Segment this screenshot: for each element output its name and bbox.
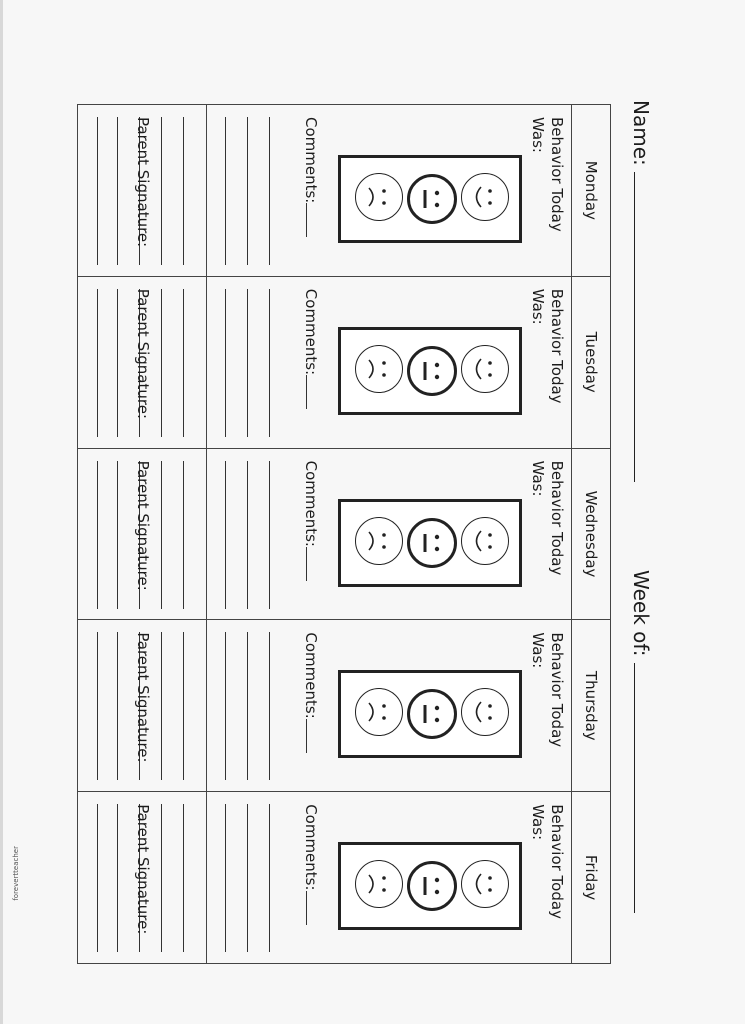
day-name: Tuesday — [571, 277, 610, 448]
sad-face-icon[interactable] — [355, 345, 403, 393]
signature-divider — [206, 620, 207, 791]
comments-blank[interactable] — [306, 547, 319, 581]
behavior-label — [528, 461, 566, 611]
comment-line[interactable] — [161, 632, 162, 780]
neutral-face-icon[interactable] — [407, 518, 457, 568]
page-edge — [0, 0, 3, 1024]
comment-line[interactable] — [183, 461, 184, 609]
behavior-label-line1: Behavior Today — [548, 288, 566, 404]
behavior-label — [528, 117, 566, 267]
neutral-face-icon[interactable] — [407, 346, 457, 396]
comment-line[interactable] — [247, 461, 248, 609]
comments-label: Comments: — [302, 117, 320, 204]
comment-line[interactable] — [183, 289, 184, 437]
comment-line[interactable] — [161, 461, 162, 609]
comment-line[interactable] — [247, 117, 248, 265]
comment-line[interactable] — [269, 289, 270, 437]
comments-blank[interactable] — [306, 719, 319, 753]
comment-line[interactable] — [161, 117, 162, 265]
neutral-face-icon[interactable] — [407, 174, 457, 224]
comments-label: Comments: — [302, 804, 320, 891]
parent-signature-label: Parent Signature: — [134, 632, 152, 763]
day-name: Monday — [571, 105, 610, 276]
comment-line[interactable] — [269, 632, 270, 780]
week-blank-line[interactable] — [634, 663, 653, 913]
comments-label-row — [302, 117, 320, 237]
behavior-label — [528, 804, 566, 954]
parent-signature-line[interactable] — [97, 461, 98, 609]
behavior-label-line2: Was: — [529, 632, 547, 669]
happy-face-icon[interactable] — [461, 688, 509, 736]
parent-signature-line[interactable] — [97, 117, 98, 265]
comment-line[interactable] — [225, 117, 226, 265]
signature-divider — [206, 277, 207, 448]
behavior-faces-box — [338, 670, 522, 758]
comments-blank[interactable] — [306, 375, 319, 409]
comments-blank[interactable] — [306, 891, 319, 925]
behavior-label — [528, 289, 566, 439]
parent-signature-line[interactable] — [97, 804, 98, 952]
day-name: Friday — [571, 792, 610, 963]
comment-line[interactable] — [269, 461, 270, 609]
behavior-label-line1: Behavior Today — [548, 804, 566, 919]
comment-line[interactable] — [117, 804, 118, 952]
week-label: Week of: — [629, 570, 653, 657]
credit-text: forevertteacher — [12, 846, 20, 901]
behavior-faces-box — [338, 842, 522, 930]
comment-line[interactable] — [269, 804, 270, 952]
neutral-face-icon[interactable] — [407, 861, 457, 911]
week-field — [629, 570, 653, 913]
behavior-label-line2: Was: — [529, 460, 547, 497]
day-name: Wednesday — [571, 449, 610, 620]
neutral-face-icon[interactable] — [407, 689, 457, 739]
behavior-label-line1: Behavior Today — [548, 460, 566, 576]
behavior-label-line2: Was: — [529, 117, 547, 153]
comments-label: Comments: — [302, 288, 320, 376]
comments-label: Comments: — [302, 632, 320, 719]
parent-signature-label: Parent Signature: — [134, 288, 152, 419]
comment-line[interactable] — [117, 289, 118, 437]
comment-line[interactable] — [225, 632, 226, 780]
parent-signature-line[interactable] — [97, 632, 98, 780]
parent-signature-label: Parent Signature: — [134, 117, 152, 248]
comments-label-row — [302, 289, 320, 409]
happy-face-icon[interactable] — [461, 860, 509, 908]
comment-line[interactable] — [225, 804, 226, 952]
comment-line[interactable] — [161, 289, 162, 437]
comments-label-row — [302, 804, 320, 924]
comments-label-row — [302, 461, 320, 581]
comment-line[interactable] — [247, 632, 248, 780]
behavior-faces-box — [338, 155, 522, 243]
happy-face-icon[interactable] — [461, 173, 509, 221]
behavior-label-line2: Was: — [529, 804, 547, 841]
comment-line[interactable] — [247, 804, 248, 952]
day-column-thursday — [78, 620, 610, 792]
comment-line[interactable] — [183, 632, 184, 780]
day-name: Thursday — [571, 620, 610, 791]
parent-signature-line[interactable] — [97, 289, 98, 437]
behavior-faces-box — [338, 499, 522, 587]
happy-face-icon[interactable] — [461, 345, 509, 393]
comment-line[interactable] — [225, 289, 226, 437]
comment-line[interactable] — [117, 632, 118, 780]
comment-line[interactable] — [269, 117, 270, 265]
behavior-label-line2: Was: — [529, 288, 547, 325]
comments-blank[interactable] — [306, 203, 319, 237]
happy-face-icon[interactable] — [461, 517, 509, 565]
sad-face-icon[interactable] — [355, 517, 403, 565]
behavior-faces-box — [338, 327, 522, 415]
name-blank-line[interactable] — [634, 172, 653, 482]
behavior-chart-sheet — [45, 100, 655, 970]
comment-line[interactable] — [117, 117, 118, 265]
comment-line[interactable] — [183, 117, 184, 265]
parent-signature-label: Parent Signature: — [134, 804, 152, 935]
behavior-label-line1: Behavior Today — [548, 117, 566, 232]
signature-divider — [206, 792, 207, 963]
comments-label: Comments: — [302, 460, 320, 547]
day-column-tuesday — [78, 277, 610, 449]
behavior-label — [528, 632, 566, 782]
sad-face-icon[interactable] — [355, 688, 403, 736]
comments-label-row — [302, 632, 320, 752]
name-label: Name: — [629, 100, 653, 166]
signature-divider — [206, 449, 207, 620]
comment-line[interactable] — [183, 804, 184, 952]
sad-face-icon[interactable] — [355, 860, 403, 908]
day-column-monday — [78, 105, 610, 277]
sad-face-icon[interactable] — [355, 173, 403, 221]
comment-line[interactable] — [161, 804, 162, 952]
day-column-wednesday — [78, 449, 610, 621]
comment-line[interactable] — [117, 461, 118, 609]
signature-divider — [206, 105, 207, 276]
comment-line[interactable] — [225, 461, 226, 609]
parent-signature-label: Parent Signature: — [134, 460, 152, 591]
name-field — [629, 100, 653, 482]
week-grid — [77, 104, 611, 964]
day-column-friday — [78, 792, 610, 963]
comment-line[interactable] — [247, 289, 248, 437]
behavior-label-line1: Behavior Today — [548, 632, 566, 748]
